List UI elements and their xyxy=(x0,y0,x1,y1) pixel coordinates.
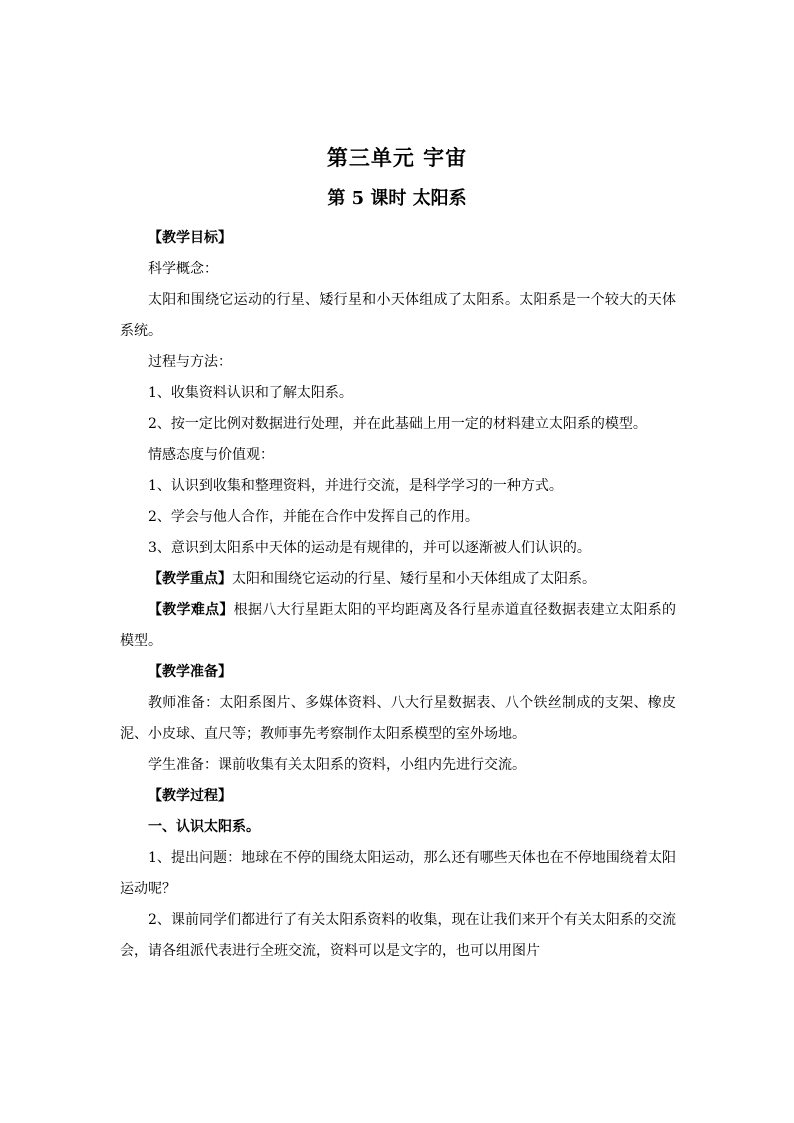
attitude-item-1: 1、认识到收集和整理资料，并进行交流，是科学学习的一种方式。 xyxy=(148,478,563,494)
process-item-2: 2、按一定比例对数据进行处理，并在此基础上用一定的材料建立太阳系的模型。 xyxy=(148,416,647,432)
difficulty-paragraph xyxy=(120,595,676,657)
teacher-prep: 教师准备：太阳系图片、多媒体资料、八大行星数据表、八个铁丝制成的支架、橡皮泥、小皮球、直尺等；教师事先考察制作太阳系模型的室外场地。 xyxy=(120,695,676,742)
difficulty-label: 【教学难点】 xyxy=(148,602,234,618)
student-prep: 学生准备：课前收集有关太阳系的资料，小组内先进行交流。 xyxy=(148,757,526,773)
key-point-label: 【教学重点】 xyxy=(148,571,232,587)
step-2: 2、课前同学们都进行了有关太阳系资料的收集，现在让我们来开个有关太阳系的交流会，请各组派代表进行全班交流，资料可以是文字的，也可以用图片 xyxy=(120,912,676,959)
concept-label: 科学概念： xyxy=(148,261,218,277)
goals-heading: 【教学目标】 xyxy=(148,230,232,246)
lesson-title: 第 5 课时 太阳系 xyxy=(327,188,467,209)
attitude-item-3: 3、意识到太阳系中天体的运动是有规律的，并可以逐渐被人们认识的。 xyxy=(148,540,591,556)
attitude-item-2: 2、学会与他人合作，并能在合作中发挥自己的作用。 xyxy=(148,509,479,525)
key-point-text: 太阳和围绕它运动的行星、矮行星和小天体组成了太阳系。 xyxy=(232,571,596,587)
process-item-1: 1、收集资料认识和了解太阳系。 xyxy=(148,385,353,401)
part1-heading: 一、认识太阳系。 xyxy=(148,819,260,835)
process-label: 过程与方法： xyxy=(148,354,232,370)
concept-text: 太阳和围绕它运动的行星、矮行星和小天体组成了太阳系。太阳系是一个较大的天体系统。 xyxy=(120,292,676,339)
step-1: 1、提出问题：地球在不停的围绕太阳运动，那么还有哪些天体也在不停地围绕着太阳运动呢？ xyxy=(120,850,676,897)
attitude-label: 情感态度与价值观： xyxy=(148,447,274,463)
prep-heading: 【教学准备】 xyxy=(148,664,232,680)
process-heading: 【教学过程】 xyxy=(148,788,232,804)
difficulty-text: 根据八大行星距太阳的平均距离及各行星赤道直径数据表建立太阳系的模型。 xyxy=(120,602,677,649)
document-body xyxy=(120,223,676,967)
unit-title: 第三单元 宇宙 xyxy=(326,145,468,170)
key-point-paragraph xyxy=(120,564,676,595)
